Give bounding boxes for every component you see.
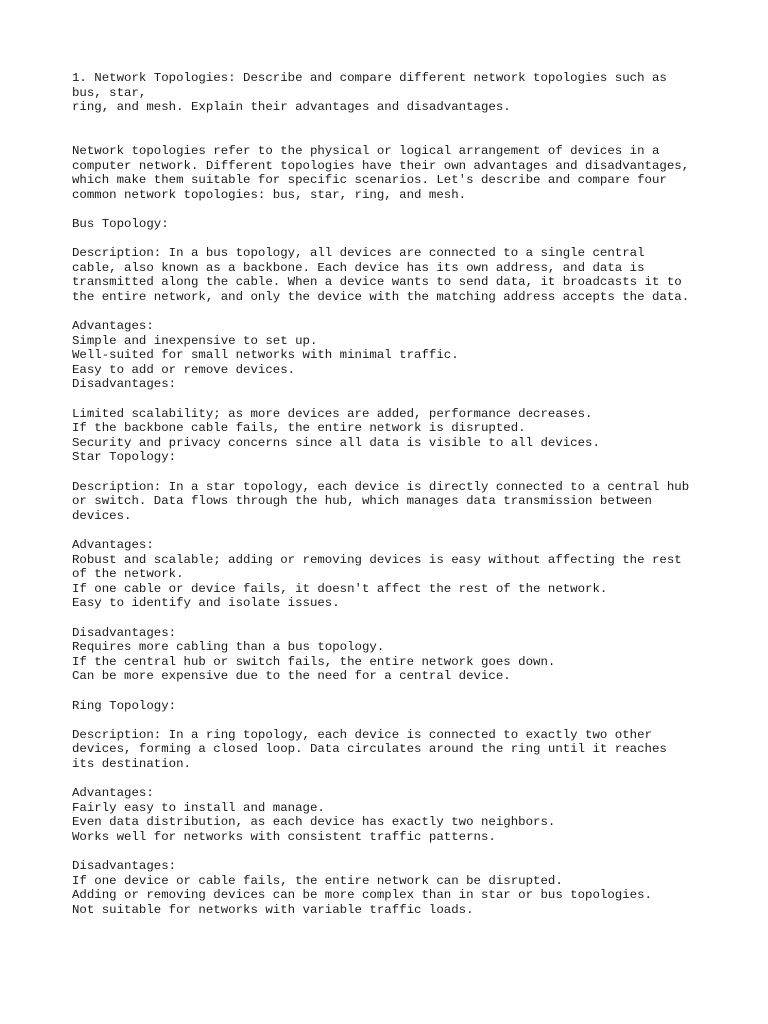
blank-line	[72, 202, 732, 217]
blank-line	[72, 523, 732, 538]
text-line: Works well for networks with consistent traffic patterns.	[72, 829, 496, 844]
text-line: cable, also known as a backbone. Each device has its own address, and data is	[72, 260, 645, 275]
text-line: of the network.	[72, 567, 184, 582]
text-line: Limited scalability; as more devices are added, performance decreases.	[72, 406, 593, 421]
blank-line	[72, 713, 732, 728]
text-line: Disadvantages:	[72, 377, 177, 392]
text-line: Can be more expensive due to the need for a central device.	[72, 669, 511, 684]
text-line: Description: In a bus topology, all devices are connected to a single central	[72, 246, 645, 261]
blank-line	[72, 465, 732, 480]
text-line: 1. Network Topologies: Describe and compare different network topologies such as	[72, 71, 667, 85]
text-line: Requires more cabling than a bus topology.	[72, 640, 385, 655]
text-line: devices.	[72, 508, 132, 523]
text-line: the entire network, and only the device with the matching address accepts the data.	[72, 289, 690, 304]
blank-line	[72, 392, 732, 407]
text-line: If the backbone cable fails, the entire network is disrupted.	[72, 421, 526, 436]
text-line: Disadvantages:	[72, 859, 177, 874]
blank-line	[72, 772, 732, 787]
blank-line	[72, 129, 732, 144]
text-line: If the central hub or switch fails, the entire network goes down.	[72, 654, 556, 669]
blank-line	[72, 232, 732, 247]
text-line: Network topologies refer to the physical or logical arrangement of devices in a	[72, 143, 660, 158]
text-line: devices, forming a closed loop. Data circulates around the ring until it reaches	[72, 742, 667, 757]
text-line: Easy to identify and isolate issues.	[72, 596, 340, 611]
text-line: If one cable or device fails, it doesn't affect the rest of the network.	[72, 581, 608, 596]
text-line: computer network. Different topologies have their own advantages and disadvantages,	[72, 158, 690, 173]
text-line: which make them suitable for specific scenarios. Let's describe and compare four	[72, 173, 667, 188]
text-line: transmitted along the cable. When a device wants to send data, it broadcasts it to	[72, 275, 682, 290]
text-line: Security and privacy concerns since all data is visible to all devices.	[72, 435, 600, 450]
blank-line	[72, 115, 732, 130]
text-line: its destination.	[72, 756, 191, 771]
text-line: Adding or removing devices can be more complex than in star or bus topologies.	[72, 888, 652, 903]
text-line: Simple and inexpensive to set up.	[72, 333, 318, 348]
text-line: Star Topology:	[72, 450, 177, 465]
text-line: Not suitable for networks with variable traffic loads.	[72, 902, 474, 917]
text-line: Advantages:	[72, 319, 154, 334]
text-line: If one device or cable fails, the entire network can be disrupted.	[72, 873, 563, 888]
text-line: bus, star,	[72, 85, 147, 100]
text-line: Even data distribution, as each device has exactly two neighbors.	[72, 815, 556, 830]
text-line: or switch. Data flows through the hub, which manages data transmission between	[72, 494, 652, 509]
text-line: Bus Topology:	[72, 216, 169, 231]
text-line: ring, and mesh. Explain their advantages and disadvantages.	[72, 100, 511, 115]
text-line: Disadvantages:	[72, 625, 177, 640]
text-line: Ring Topology:	[72, 698, 177, 713]
blank-line	[72, 844, 732, 859]
text-line: Advantages:	[72, 786, 154, 801]
text-line: Robust and scalable; adding or removing devices is easy without affecting the rest	[72, 552, 682, 567]
blank-line	[72, 611, 732, 626]
text-line: Well-suited for small networks with minimal traffic.	[72, 348, 459, 363]
text-line: Description: In a ring topology, each device is connected to exactly two other	[72, 727, 652, 742]
document-body	[72, 71, 732, 917]
text-line: Advantages:	[72, 538, 154, 552]
blank-line	[72, 684, 732, 699]
text-line: Easy to add or remove devices.	[72, 362, 296, 377]
text-line: Description: In a star topology, each device is directly connected to a central hub	[72, 479, 690, 494]
text-line: Fairly easy to install and manage.	[72, 800, 325, 815]
text-line: common network topologies: bus, star, ring, and mesh.	[72, 187, 467, 202]
blank-line	[72, 305, 732, 320]
